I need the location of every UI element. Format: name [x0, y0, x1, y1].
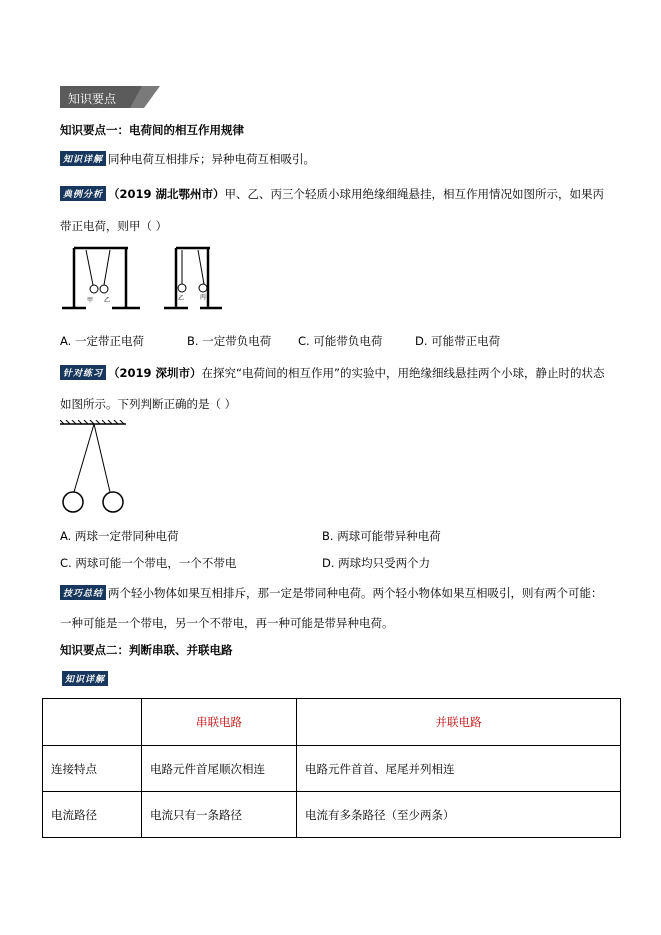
- practice-source: （2019 深圳市）: [108, 366, 202, 380]
- circuit-comparison-table: [42, 698, 621, 838]
- table-header-parallel: 并联电路: [297, 699, 621, 746]
- summary-tag: 技巧总结: [60, 585, 106, 600]
- summary-line2: 一种可能是一个带电，另一个不带电，再一种可能是带异种电荷。: [60, 616, 394, 630]
- table-header-series: 串联电路: [142, 699, 297, 746]
- table-row: [43, 792, 621, 838]
- detail-text: 同种电荷互相排斥；异种电荷互相吸引。: [108, 152, 316, 166]
- two-balls-figure: [60, 420, 130, 516]
- point2-detail-tag: 知识详解: [62, 671, 108, 686]
- hanging-balls-figure: [60, 242, 225, 318]
- table-header-row: [43, 699, 621, 746]
- table-cell: 连接特点: [43, 746, 142, 792]
- practice-option-c: C. 两球可能一个带电，一个不带电: [60, 556, 237, 570]
- detail-tag: 知识详解: [60, 151, 106, 166]
- label-yi: 乙: [104, 297, 111, 304]
- example-line2: 带正电荷，则甲（ ）: [60, 219, 168, 233]
- label-yi-2: 乙: [178, 295, 185, 302]
- summary-line1: [60, 585, 603, 601]
- table-cell: 电流只有一条路径: [142, 792, 297, 838]
- practice-line2: 如图所示。下列判断正确的是（ ）: [60, 397, 237, 411]
- example-text-1: 甲、乙、丙三个轻质小球用绝缘细绳悬挂，相互作用情况如图所示，如果丙: [224, 187, 605, 201]
- point2-detail-line: [62, 671, 110, 686]
- table-cell: 电流路径: [43, 792, 142, 838]
- practice-tag: 针对练习: [60, 365, 106, 380]
- table-header-empty: [43, 699, 142, 746]
- example-tag: 典例分析: [60, 186, 106, 201]
- table-row: [43, 746, 621, 792]
- summary-text-1: 两个轻小物体如果互相排斥，那一定是带同种电荷。两个轻小物体如果互相吸引，则有两个可能：: [108, 586, 603, 600]
- example-option-b: B. 一定带负电荷: [187, 334, 272, 348]
- example-option-a: A. 一定带正电荷: [60, 334, 144, 348]
- point1-detail-line: [60, 151, 315, 167]
- practice-option-d: D. 两球均只受两个力: [322, 556, 431, 570]
- practice-option-b: B. 两球可能带异种电荷: [322, 529, 441, 543]
- point1-title: 知识要点一：电荷间的相互作用规律: [60, 123, 244, 137]
- example-source: （2019 湖北鄂州市）: [108, 187, 225, 201]
- banner-label: 知识要点: [68, 92, 117, 106]
- example-option-d: D. 可能带正电荷: [415, 334, 501, 348]
- label-jia: 甲: [87, 297, 94, 304]
- table-cell: 电路元件首尾顺次相连: [142, 746, 297, 792]
- practice-option-a: A. 两球一定带同种电荷: [60, 529, 179, 543]
- section-banner: [60, 86, 160, 108]
- example-line1: [60, 186, 604, 202]
- practice-text-1: 在探究“电荷间的相互作用”的实验中，用绝缘细线悬挂两个小球，静止时的状态: [201, 366, 605, 380]
- table-cell: 电路元件首首、尾尾并列相连: [297, 746, 621, 792]
- table-cell: 电流有多条路径（至少两条）: [297, 792, 621, 838]
- point2-title: 知识要点二：判断串联、并联电路: [60, 643, 233, 657]
- example-option-c: C. 可能带负电荷: [298, 334, 383, 348]
- label-bing: 丙: [200, 294, 207, 301]
- practice-line1: [60, 365, 604, 381]
